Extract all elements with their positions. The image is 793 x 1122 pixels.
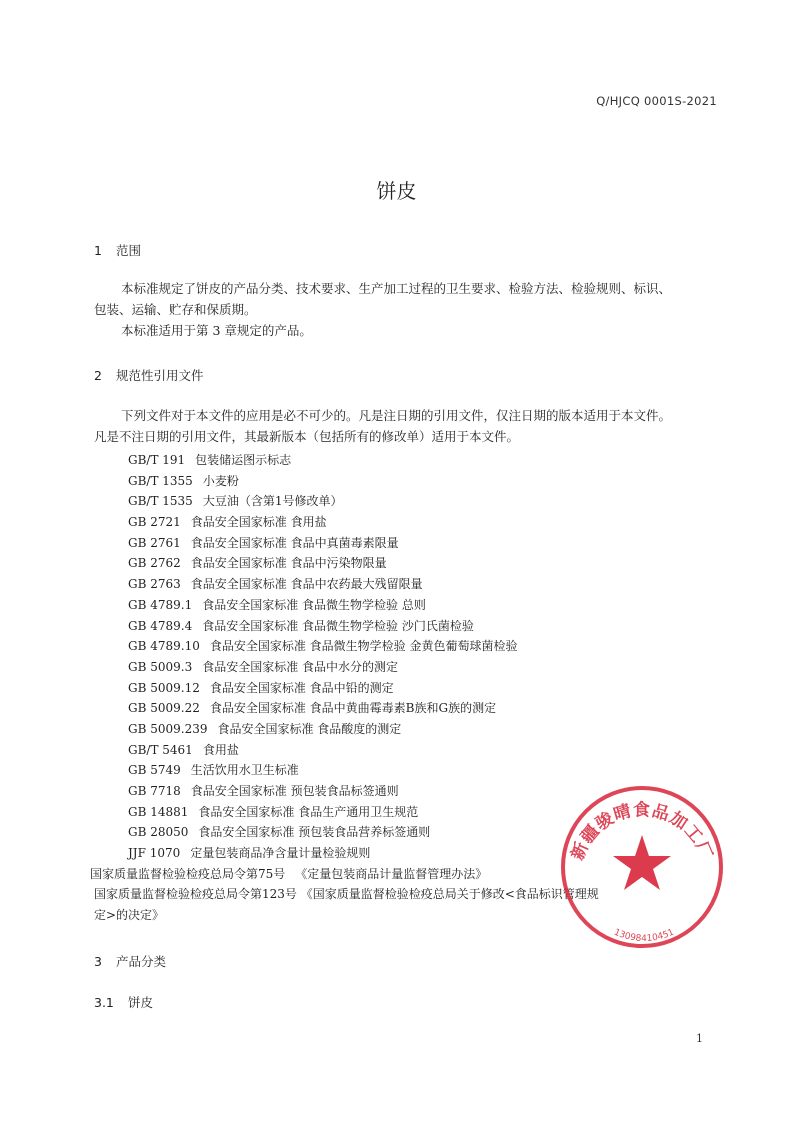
reference-item (128, 719, 517, 740)
reference-item (128, 616, 517, 637)
normative-intro (94, 405, 724, 447)
order-123-line: 国家质量监督检验检疫总局令第123号 《国家质量监督检验检疫总局关于修改<食品标识管理规 (94, 887, 599, 901)
section-number: 3.1 (94, 995, 114, 1010)
reference-item (128, 698, 517, 719)
reference-title: 食品安全国家标准 食品中真菌毒素限量 (190, 535, 399, 550)
reference-item (128, 574, 517, 595)
reference-title: 食品安全国家标准 食品生产通用卫生规范 (198, 804, 419, 819)
reference-code: GB 7718 (128, 784, 181, 798)
reference-title: 大豆油（含第1号修改单） (202, 494, 343, 509)
reference-code: GB 5749 (128, 763, 181, 778)
reference-title: 生活饮用水卫生标准 (190, 763, 299, 778)
seal-text: 新疆骏晴食品加工厂 (567, 800, 717, 864)
section-heading-scope (94, 241, 141, 259)
reference-item (128, 843, 517, 864)
seal-star-icon (613, 835, 671, 890)
section-title: 饼皮 (128, 995, 154, 1010)
reference-title: 定量包装商品净含量计量检验规则 (190, 846, 371, 861)
scope-paragraph-line: 本标准规定了饼皮的产品分类、技术要求、生产加工过程的卫生要求、检验方法、检验规则、标识、 (121, 281, 672, 296)
section-heading-classification (94, 952, 166, 970)
reference-title: 《定量包装商品计量监督管理办法》 (295, 866, 488, 881)
reference-code: GB/T 1355 (128, 473, 193, 488)
reference-code: GB/T 191 (128, 453, 186, 467)
section-number: 2 (94, 368, 102, 383)
standard-code: Q/HJCQ 0001S-2021 (596, 94, 717, 108)
reference-title: 食用盐 (202, 742, 239, 757)
seal-number: 13098410451 (612, 927, 676, 944)
reference-title: 食品安全国家标准 食品酸度的测定 (217, 721, 402, 736)
subsection-heading (94, 993, 153, 1011)
document-title: 饼皮 (376, 179, 417, 203)
reference-code: GB 5009.22 (128, 701, 200, 716)
reference-item (128, 533, 517, 554)
section-number: 3 (94, 954, 102, 969)
reference-title: 食品安全国家标准 食品微生物学检验 金黄色葡萄球菌检验 (209, 639, 518, 654)
reference-item (128, 491, 517, 512)
reference-item (128, 760, 517, 781)
reference-item (128, 740, 517, 761)
section-heading-normative (94, 366, 204, 384)
section-number: 1 (94, 243, 102, 258)
reference-code: GB 28050 (128, 825, 189, 840)
reference-list (90, 450, 518, 884)
reference-item (128, 471, 517, 492)
section-title: 规范性引用文件 (116, 368, 204, 383)
reference-title: 小麦粉 (202, 473, 239, 488)
reference-item (128, 822, 517, 843)
scope-text (94, 278, 724, 341)
reference-code: 国家质量监督检验检疫总局令第75号 (90, 866, 286, 881)
scope-paragraph-line: 包装、运输、贮存和保质期。 (94, 302, 257, 317)
section-title: 范围 (116, 243, 142, 258)
scope-paragraph: 本标准适用于第 3 章规定的产品。 (121, 323, 312, 338)
reference-title: 食品安全国家标准 预包装食品标签通则 (190, 784, 399, 798)
reference-code: GB 4789.4 (128, 618, 193, 633)
reference-title: 食品安全国家标准 食品中黄曲霉毒素B族和G族的测定 (209, 701, 497, 716)
reference-title: 食品安全国家标准 食品微生物学检验 沙门氏菌检验 (202, 618, 474, 633)
reference-title: 食品安全国家标准 食品中铅的测定 (209, 680, 394, 695)
reference-title: 食品安全国家标准 食品中污染物限量 (190, 556, 387, 571)
reference-code: GB 4789.1 (128, 597, 193, 612)
intro-line: 凡是不注日期的引用文件，其最新版本（包括所有的修改单）适用于本文件。 (94, 429, 520, 444)
reference-title: 包装储运图示标志 (195, 453, 292, 467)
reference-item (128, 636, 517, 657)
reference-item (128, 553, 517, 574)
reference-code: GB 2761 (128, 535, 181, 550)
reference-title: 食品安全国家标准 食品中农药最大残留限量 (190, 577, 423, 592)
reference-title: 食品安全国家标准 食用盐 (190, 515, 327, 530)
reference-code: GB 2721 (128, 515, 181, 530)
reference-item (128, 595, 517, 616)
order-123-line: 定>的决定》 (94, 907, 165, 922)
section-title: 产品分类 (116, 954, 167, 969)
reference-title: 食品安全国家标准 预包装食品营养标签通则 (198, 825, 431, 840)
reference-title: 食品安全国家标准 食品中水分的测定 (202, 659, 399, 674)
reference-code: GB/T 5461 (128, 742, 193, 757)
reference-item (128, 802, 517, 823)
reference-item (90, 864, 517, 885)
reference-item (128, 450, 517, 471)
reference-code: GB 2763 (128, 577, 181, 592)
reference-code: GB/T 1535 (128, 494, 193, 509)
page-number: 1 (696, 1032, 703, 1045)
reference-item (128, 678, 517, 699)
reference-item (128, 512, 517, 533)
reference-code: GB 14881 (128, 804, 189, 819)
reference-item (128, 781, 517, 802)
reference-code: JJF 1070 (128, 846, 181, 861)
reference-title: 食品安全国家标准 食品微生物学检验 总则 (202, 597, 426, 612)
reference-item (128, 657, 517, 678)
intro-line: 下列文件对于本文件的应用是必不可少的。凡是注日期的引用文件，仅注日期的版本适用于本文件。 (121, 408, 672, 423)
reference-code: GB 5009.12 (128, 680, 200, 695)
reference-code: GB 2762 (128, 556, 181, 571)
company-seal (558, 783, 726, 951)
reference-code: GB 5009.3 (128, 659, 193, 674)
reference-code: GB 4789.10 (128, 639, 200, 654)
reference-code: GB 5009.239 (128, 721, 208, 736)
